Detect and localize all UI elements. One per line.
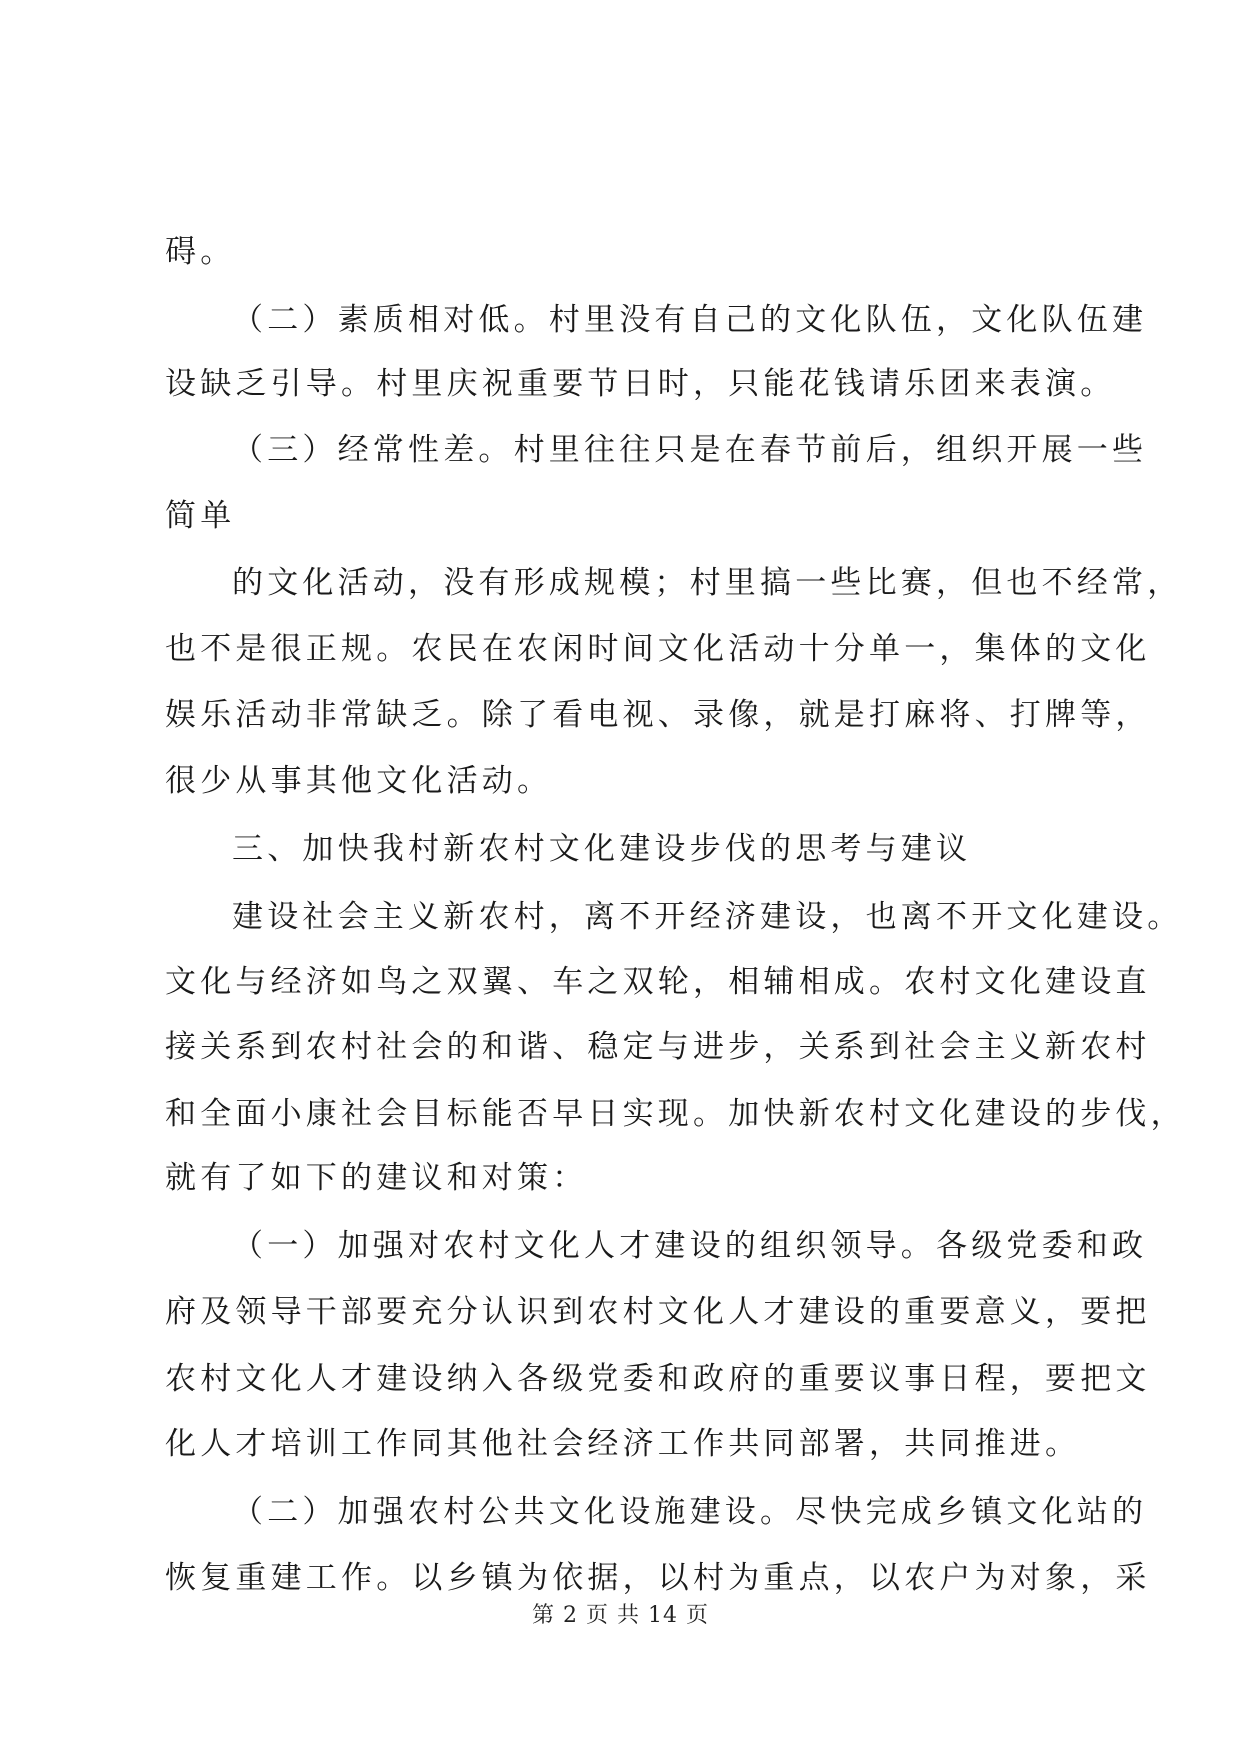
text-line: 很少从事其他文化活动。: [165, 763, 553, 799]
text-line: 碍。: [165, 234, 236, 270]
text-line: （一）加强对农村文化人才建设的组织领导。各级党委和政: [232, 1228, 1148, 1264]
text-line: 也不是很正规。农民在农闲时间文化活动十分单一，集体的文化: [165, 631, 1151, 667]
text-line: 化人才培训工作同其他社会经济工作共同部署，共同推进。: [165, 1426, 1081, 1462]
text-line: 府及领导干部要充分认识到农村文化人才建设的重要意义，要把: [165, 1294, 1151, 1330]
text-line: 文化与经济如鸟之双翼、车之双轮，相辅相成。农村文化建设直: [165, 964, 1151, 1000]
text-line: 恢复重建工作。以乡镇为依据，以村为重点，以农户为对象，采: [165, 1560, 1151, 1596]
text-line: （二）素质相对低。村里没有自己的文化队伍，文化队伍建: [232, 302, 1148, 338]
text-line: 农村文化人才建设纳入各级党委和政府的重要议事日程，要把文: [165, 1361, 1151, 1397]
text-line: 的文化活动，没有形成规模；村里搞一些比赛，但也不经常，: [232, 565, 1183, 601]
text-line: 和全面小康社会目标能否早日实现。加快新农村文化建设的步伐，: [165, 1096, 1186, 1132]
text-line: （三）经常性差。村里往往只是在春节前后，组织开展一些: [232, 432, 1148, 468]
text-line: 简单: [165, 498, 236, 534]
text-line: 娱乐活动非常缺乏。除了看电视、录像，就是打麻将、打牌等，: [165, 697, 1151, 733]
page-number-footer: 第 2 页 共 14 页: [532, 1603, 709, 1628]
text-line: 接关系到农村社会的和谐、稳定与进步，关系到社会主义新农村: [165, 1029, 1151, 1065]
section-heading: 三、加快我村新农村文化建设步伐的思考与建议: [232, 831, 972, 867]
text-line: 设缺乏引导。村里庆祝重要节日时，只能花钱请乐团来表演。: [165, 366, 1116, 402]
text-line: 建设社会主义新农村，离不开经济建设，也离不开文化建设。: [232, 899, 1183, 935]
text-line: （二）加强农村公共文化设施建设。尽快完成乡镇文化站的: [232, 1494, 1148, 1530]
text-line: 就有了如下的建议和对策：: [165, 1160, 588, 1196]
